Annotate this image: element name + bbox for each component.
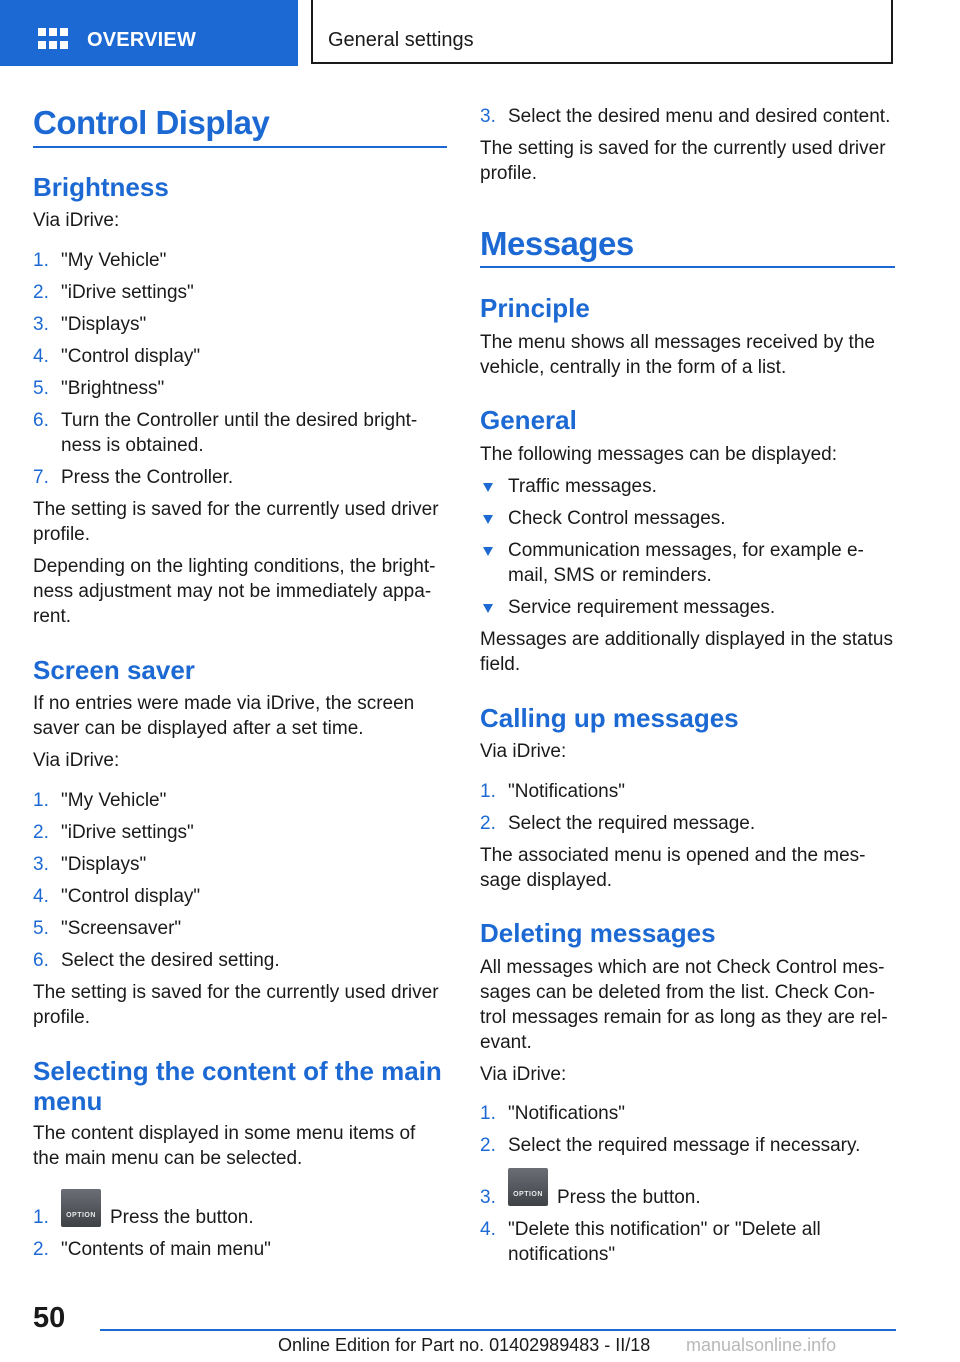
paragraph: The setting is saved for the currently used driver <box>33 499 439 520</box>
paragraph: Via iDrive: <box>33 750 120 771</box>
paragraph: The following messages can be displayed: <box>480 444 837 465</box>
list-text: ness is obtained. <box>61 435 204 456</box>
list-number: 5. <box>33 378 49 399</box>
paragraph: sages can be deleted from the list. Check Con- <box>480 982 875 1003</box>
paragraph: evant. <box>480 1032 532 1053</box>
list-text: Press the button. <box>557 1187 701 1208</box>
list-number: 3. <box>33 314 49 335</box>
list-number: 3. <box>33 854 49 875</box>
list-text: "Control display" <box>61 886 201 907</box>
paragraph: the main menu can be selected. <box>33 1148 303 1169</box>
paragraph: The content displayed in some menu items of <box>33 1123 416 1144</box>
list-text: Turn the Controller until the desired bright- <box>61 410 418 431</box>
paragraph: Via iDrive: <box>480 741 567 762</box>
list-text: notifications" <box>508 1244 616 1265</box>
messages-title: Messages <box>480 225 634 262</box>
list-number: 1. <box>480 781 496 802</box>
list-text: "Notifications" <box>508 1103 625 1124</box>
list-text: "Displays" <box>61 314 147 335</box>
list-text: "Screensaver" <box>61 918 182 939</box>
screensaver-heading: Screen saver <box>33 655 195 685</box>
page-title: Control Display <box>33 104 270 141</box>
paragraph: Messages are additionally displayed in the status <box>480 629 893 650</box>
paragraph: saver can be displayed after a set time. <box>33 718 364 739</box>
list-number: 3. <box>480 1187 496 1208</box>
list-number: 4. <box>480 1219 496 1240</box>
list-number: 1. <box>33 250 49 271</box>
list-number: 2. <box>33 822 49 843</box>
list-number: 7. <box>33 467 49 488</box>
deleting-heading: Deleting messages <box>480 918 716 948</box>
list-text: "Control display" <box>61 346 201 367</box>
list-text: "Displays" <box>61 854 147 875</box>
option-button-icon[interactable] <box>61 1189 101 1227</box>
footer-rule <box>100 1329 896 1331</box>
paragraph: The menu shows all messages received by the <box>480 332 875 353</box>
triangle-bullet-icon <box>483 483 493 492</box>
paragraph: profile. <box>33 524 91 545</box>
overview-label: OVERVIEW <box>87 29 197 51</box>
option-button-label: OPTION <box>513 1191 543 1198</box>
triangle-bullet-icon <box>483 604 493 613</box>
list-text: "Delete this notification" or "Delete all <box>508 1219 821 1240</box>
list-number: 2. <box>33 1239 49 1260</box>
paragraph: vehicle, centrally in the form of a list. <box>480 357 787 378</box>
paragraph: The setting is saved for the currently used driver <box>33 982 439 1003</box>
bullet-text: Traffic messages. <box>508 476 657 497</box>
brightness-heading: Brightness <box>33 172 169 202</box>
title-rule <box>480 266 895 268</box>
paragraph: All messages which are not Check Control mes- <box>480 957 885 978</box>
list-text: "My Vehicle" <box>61 790 167 811</box>
title-rule <box>33 146 447 148</box>
list-number: 2. <box>480 1135 496 1156</box>
principle-heading: Principle <box>480 293 590 323</box>
list-number: 5. <box>33 918 49 939</box>
list-text: "My Vehicle" <box>61 250 167 271</box>
mainmenu-heading: Selecting the content of the main <box>33 1056 442 1086</box>
list-number: 6. <box>33 410 49 431</box>
bullet-text: Service requirement messages. <box>508 597 776 618</box>
bullet-text: Check Control messages. <box>508 508 726 529</box>
calling-heading: Calling up messages <box>480 703 739 733</box>
list-text: "Contents of main menu" <box>61 1239 271 1260</box>
list-text: Select the required message. <box>508 813 756 834</box>
option-button-label: OPTION <box>66 1212 96 1219</box>
watermark-text: manualsonline.info <box>686 1335 837 1355</box>
list-text: "Brightness" <box>61 378 165 399</box>
list-number: 4. <box>33 346 49 367</box>
mainmenu-heading-cont: menu <box>33 1086 103 1116</box>
list-number: 2. <box>33 282 49 303</box>
list-text: Press the button. <box>110 1207 254 1228</box>
list-text: "iDrive settings" <box>61 822 194 843</box>
list-number: 4. <box>33 886 49 907</box>
triangle-bullet-icon <box>483 547 493 556</box>
section-title: General settings <box>328 29 474 51</box>
list-text: Select the desired menu and desired content. <box>508 106 891 127</box>
grid-icon <box>38 28 68 50</box>
paragraph: Via iDrive: <box>480 1064 567 1085</box>
paragraph: sage displayed. <box>480 870 613 891</box>
paragraph: Depending on the lighting conditions, the bright- <box>33 556 436 577</box>
top-bar <box>0 0 960 66</box>
list-text: "Notifications" <box>508 781 625 802</box>
overview-tab[interactable] <box>0 0 298 66</box>
triangle-bullet-icon <box>483 515 493 524</box>
list-number: 2. <box>480 813 496 834</box>
paragraph: ness adjustment may not be immediately appa- <box>33 581 432 602</box>
paragraph: profile. <box>480 163 538 184</box>
general-heading: General <box>480 405 577 435</box>
paragraph: trol messages remain for as long as they are rel- <box>480 1007 888 1028</box>
paragraph: The associated menu is opened and the mes- <box>480 845 866 866</box>
list-text: "iDrive settings" <box>61 282 194 303</box>
section-tab[interactable] <box>311 0 893 64</box>
edition-text: Online Edition for Part no. 01402989483 - II/18 <box>278 1335 651 1355</box>
list-text: Select the required message if necessary. <box>508 1135 861 1156</box>
bullet-text: Communication messages, for example e- <box>508 540 864 561</box>
page-number: 50 <box>33 1302 66 1334</box>
paragraph: The setting is saved for the currently used driver <box>480 138 886 159</box>
bullet-text: mail, SMS or reminders. <box>508 565 712 586</box>
list-number: 1. <box>33 1207 49 1228</box>
list-text: Press the Controller. <box>61 467 234 488</box>
option-button-icon[interactable] <box>508 1168 548 1206</box>
list-text: Select the desired setting. <box>61 950 280 971</box>
paragraph: rent. <box>33 606 72 627</box>
paragraph: If no entries were made via iDrive, the screen <box>33 693 415 714</box>
brightness-intro: Via iDrive: <box>33 210 120 231</box>
list-number: 1. <box>480 1103 496 1124</box>
list-number: 6. <box>33 950 49 971</box>
paragraph: profile. <box>33 1007 91 1028</box>
list-number: 1. <box>33 790 49 811</box>
paragraph: field. <box>480 654 521 675</box>
list-number: 3. <box>480 106 496 127</box>
